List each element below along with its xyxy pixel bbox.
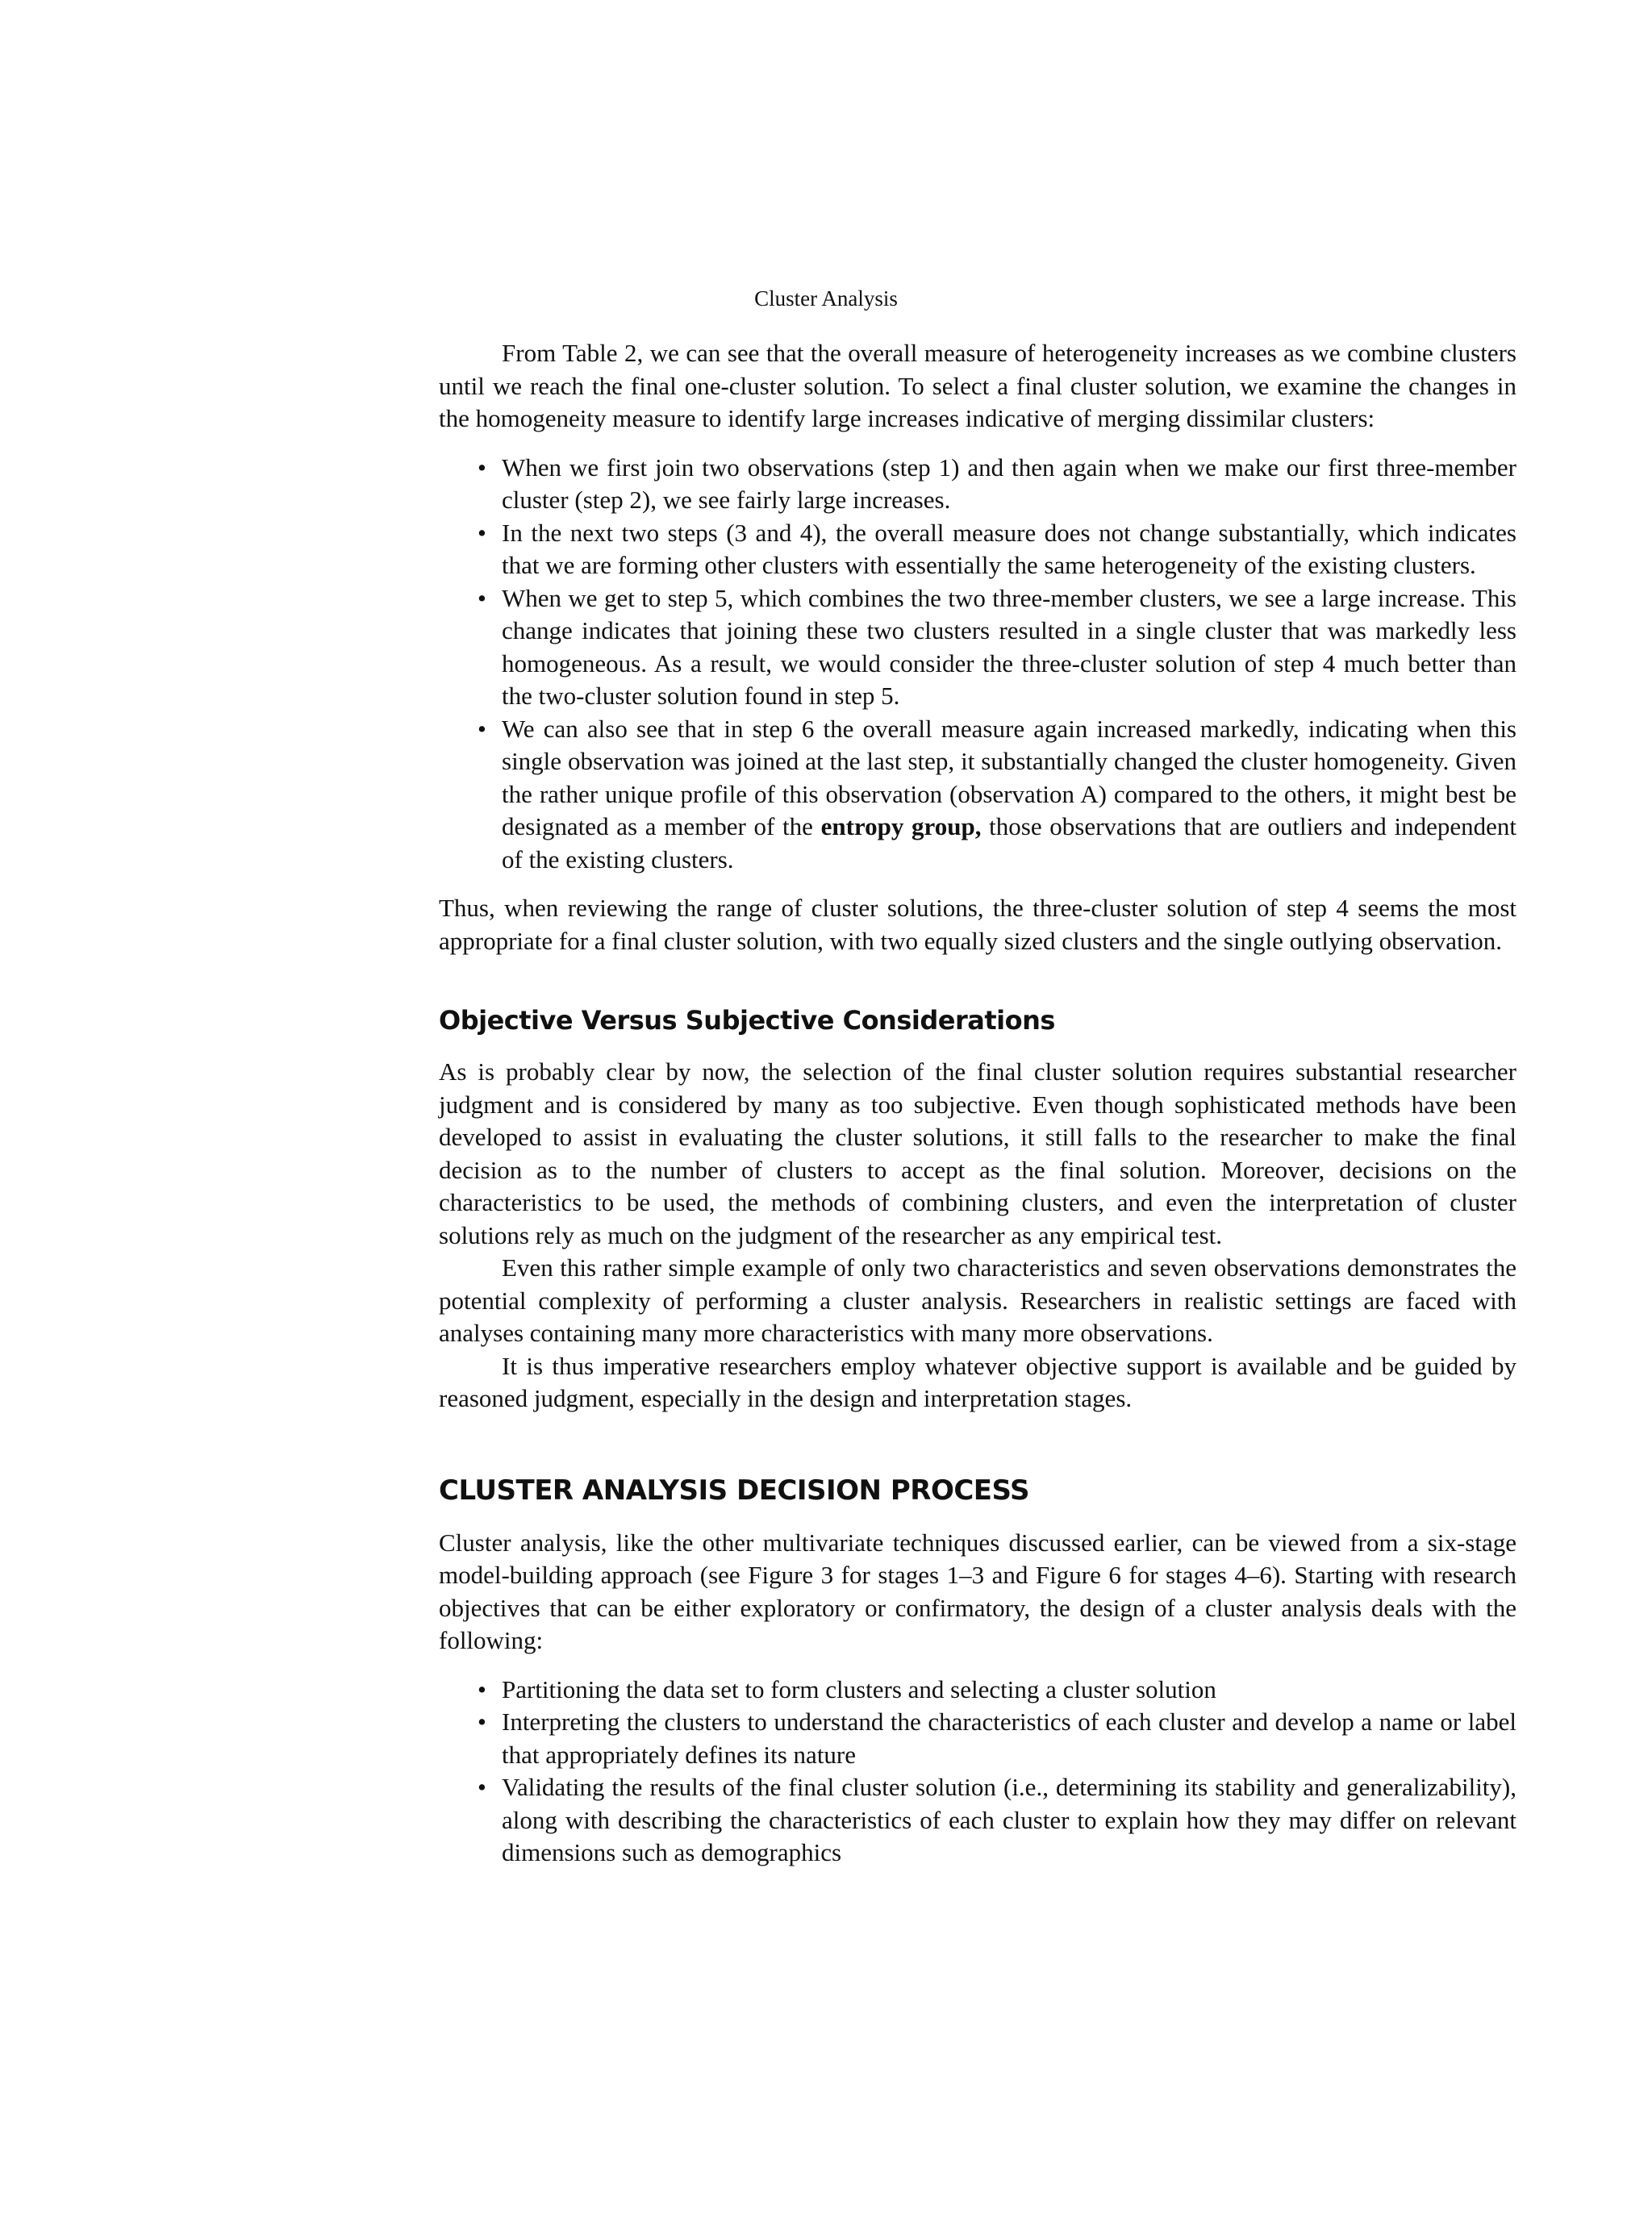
key-term-entropy-group: entropy group, [820,812,982,840]
list-item [478,517,1516,582]
intro-paragraph: From Table 2, we can see that the overall measure of heterogeneity increases as we combine clusters until we reach the final one-cluster solution. To select a final cluster solution, we examine the changes in the homogeneity measure to identify large increases indicative of merging dissimilar clusters: [439,339,1516,432]
design-bullet-list [439,1674,1516,1870]
body-paragraph: As is probably clear by now, the selection of the final cluster solution requires substantial researcher judgment and is considered by many as too subjective. Even though sophisticated methods have been developed to assist in evaluating the cluster solutions, it still falls to the researcher to make the final decision as to the number of clusters to accept as the final solution. Moreover, decisions on the characteristics to be used, the methods of combining clusters, and even the interpretation of cluster solutions rely as much on the judgment of the researcher as any empirical test. [439,1057,1516,1249]
bullet-icon: • [478,1674,486,1703]
steps-bullet-list [439,452,1516,877]
subsection-heading: Objective Versus Subjective Considerations [439,1005,1055,1036]
bullet-icon: • [478,1773,486,1801]
list-item [478,1771,1516,1870]
list-item [478,713,1516,877]
body-paragraph: Even this rather simple example of only two characteristics and seven observations demonstrates the potential complexity of performing a cluster analysis. Researchers in realistic settings are faced with analyses containing many more characteristics with many more observations. [439,1253,1516,1347]
list-item-text: Validating the results of the final cluster solution (i.e., determining its stability and generalizability), along with describing the characteristics of each cluster to explain how they may differ on relevant dimensions such as demographics [502,1773,1516,1866]
body-paragraph: It is thus imperative researchers employ whatever objective support is available and be guided by reasoned judgment, especially in the design and interpretation stages. [439,1351,1516,1412]
list-item-text-before: We can also see that in step 6 the overall measure again increased markedly, indicating when this single observation was joined at the last step, it substantially changed the cluster homogeneity. Given the rather unique profile of this observation (observation A) compared to the others, it might best be designated as a member of the [502,714,1516,840]
list-item-text: In the next two steps (3 and 4), the overall measure does not change substantially, which indicates that we are forming other clusters with essentially the same heterogeneity of the existing clusters. [502,518,1516,579]
list-item-text-after: those observations that are outliers and independent of the existing clusters. [502,812,1516,874]
conclusion-paragraph: Thus, when reviewing the range of cluster solutions, the three-cluster solution of step 4 seems the most appropriate for a final cluster solution, with two equally sized clusters and the single outlying observation. [439,894,1516,955]
list-item [478,452,1516,517]
bullet-icon: • [478,452,486,482]
list-item-text: Interpreting the clusters to understand the characteristics of each cluster and develop a name or label that appropriately defines its nature [502,1708,1516,1769]
list-item [478,1706,1516,1771]
bullet-icon: • [478,714,486,743]
running-head: Cluster Analysis [754,286,898,311]
page-body [439,337,1516,1870]
list-item-text: When we get to step 5, which combines the two three-member clusters, we see a large increase. This change indicates that joining these two clusters resulted in a single cluster that was markedly less homogeneous. As a result, we would consider the three-cluster solution of step 4 much better than the two-cluster solution found in step 5. [502,583,1516,710]
bullet-icon: • [478,583,486,612]
list-item [478,1674,1516,1707]
list-item-text: Partitioning the data set to form clusters and selecting a cluster solution [502,1674,1216,1703]
list-item-text: When we first join two observations (step 1) and then again when we make our first three-member cluster (step 2), we see fairly large increases. [502,452,1516,514]
section-heading: CLUSTER ANALYSIS DECISION PROCESS [439,1474,1029,1507]
bullet-icon: • [478,1708,486,1736]
list-item [478,582,1516,713]
bullet-icon: • [478,518,486,547]
section-paragraph: Cluster analysis, like the other multivariate techniques discussed earlier, can be viewed from a six-stage model-building approach (see Figure 3 for stages 1–3 and Figure 6 for stages 4–6). Starting with research objectives that can be either exploratory or confirmatory, the design of a cluster analysis deals with the following: [439,1528,1516,1654]
